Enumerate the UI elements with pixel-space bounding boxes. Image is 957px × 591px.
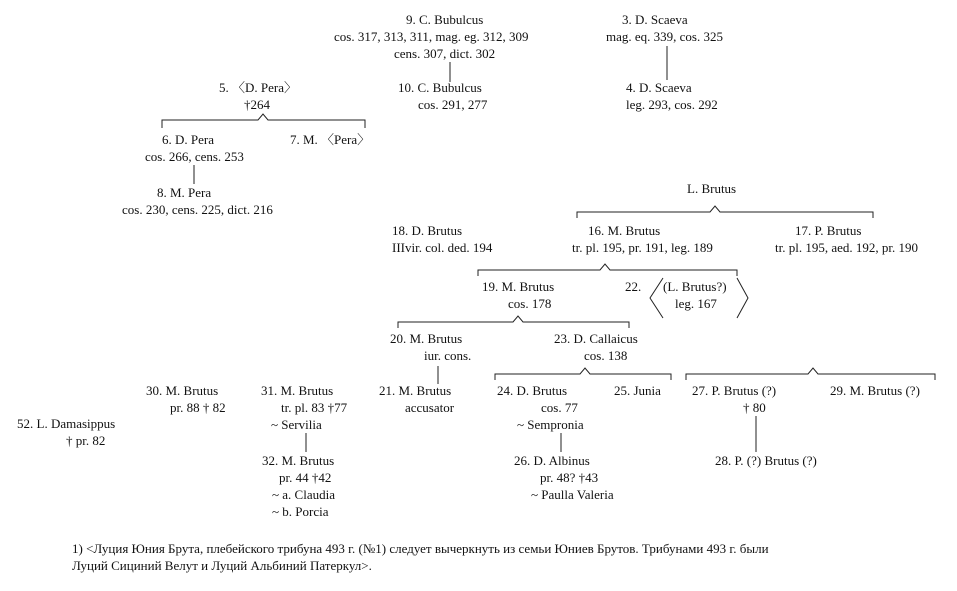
person-26-offices: pr. 48? †43 <box>540 470 599 485</box>
person-27-death: † 80 <box>743 400 766 415</box>
person-26-name: 26. D. Albinus <box>514 453 590 468</box>
person-26-d-albinus <box>514 452 644 506</box>
person-17-name: 17. P. Brutus <box>795 223 862 238</box>
person-31-offices: tr. pl. 83 †77 <box>281 400 348 415</box>
person-21-m-brutus <box>379 382 479 418</box>
person-4-name: 4. D. Scaeva <box>626 80 692 95</box>
person-16-offices: tr. pl. 195, pr. 191, leg. 189 <box>572 240 713 255</box>
person-18-d-brutus <box>392 222 522 258</box>
person-3-offices: mag. eq. 339, cos. 325 <box>606 29 723 44</box>
person-29-name: 29. M. Brutus (?) <box>830 383 920 398</box>
person-24-d-brutus <box>497 382 607 436</box>
person-24-offices: cos. 77 <box>541 400 578 415</box>
person-31-m-brutus <box>261 382 381 436</box>
person-20-offices: iur. cons. <box>424 348 472 363</box>
person-22-number: 22. <box>625 279 642 294</box>
brace-19-children <box>398 316 629 328</box>
person-9-offices: cos. 317, 313, 311, mag. eg. 312, 309 <box>334 29 529 44</box>
person-16-m-brutus <box>572 222 752 258</box>
brace-23-children <box>495 368 671 380</box>
person-32-spouse-b: ~ b. Porcia <box>272 504 329 519</box>
brace-27-29 <box>686 368 935 380</box>
person-8-offices: cos. 230, cens. 225, dict. 216 <box>122 202 273 217</box>
person-10-name: 10. C. Bubulcus <box>398 80 482 95</box>
person-20-m-brutus <box>390 330 490 366</box>
person-16-name: 16. M. Brutus <box>588 223 661 238</box>
person-26-spouse: ~ Paulla Valeria <box>531 487 614 502</box>
person-9-c-bubulcus <box>334 11 574 65</box>
person-4-offices: leg. 293, cos. 292 <box>626 97 718 112</box>
person-27-name: 27. P. Brutus (?) <box>692 383 777 398</box>
footnote-line-1: 1) <Луция Юния Брута, плебейского трибуна 493 г. (№1) следует вычеркнуть из семьи Юниев Брутов. Трибунами 493 г. были <box>72 541 769 556</box>
person-52-name: 52. L. Damasippus <box>17 416 116 431</box>
person-22-name: (L. Brutus?) <box>663 279 727 294</box>
person-24-name: 24. D. Brutus <box>497 383 568 398</box>
person-30-name: 30. M. Brutus <box>146 383 219 398</box>
person-9-offices-2: cens. 307, dict. 302 <box>394 46 496 61</box>
person-22-offices: leg. 167 <box>675 296 717 311</box>
person-28-name: 28. P. (?) Brutus (?) <box>715 453 817 468</box>
person-8-name: 8. M. Pera <box>157 185 212 200</box>
person-9-name: 9. C. Bubulcus <box>406 12 484 27</box>
person-52-l-damasippus <box>17 415 147 451</box>
person-5-death: †264 <box>244 97 270 112</box>
person-6-offices: cos. 266, cens. 253 <box>145 149 244 164</box>
person-18-name: 18. D. Brutus <box>392 223 463 238</box>
person-25-name: 25. Junia <box>614 383 661 398</box>
person-19-name: 19. M. Brutus <box>482 279 555 294</box>
brace-lbrutus-children <box>577 206 873 218</box>
person-19-m-brutus <box>482 278 582 314</box>
person-10-offices: cos. 291, 277 <box>418 97 488 112</box>
person-17-offices: tr. pl. 195, aed. 192, pr. 190 <box>775 240 918 255</box>
person-8-m-pera <box>122 184 312 220</box>
person-4-d-scaeva <box>626 79 746 115</box>
person-3-d-scaeva <box>606 11 756 47</box>
person-28-p-brutus <box>715 452 855 470</box>
person-21-name: 21. M. Brutus <box>379 383 452 398</box>
person-27-p-brutus <box>692 382 812 418</box>
person-17-p-brutus <box>775 222 953 258</box>
person-7-name: 7. M. 〈Pera〉 <box>290 132 371 147</box>
person-6-name: 6. D. Pera <box>162 132 214 147</box>
person-23-offices: cos. 138 <box>584 348 628 363</box>
person-32-name: 32. M. Brutus <box>262 453 335 468</box>
person-30-m-brutus <box>146 382 256 418</box>
person-10-c-bubulcus <box>398 79 518 115</box>
person-25-junia <box>614 382 684 400</box>
person-29-m-brutus <box>830 382 950 400</box>
person-32-spouse-a: ~ a. Claudia <box>272 487 335 502</box>
person-5-name: 5. 〈D. Pera〉 <box>219 80 297 95</box>
person-23-name: 23. D. Callaicus <box>554 331 638 346</box>
footnote-line-2: Луций Сициний Велут и Луций Альбиний Патеркул>. <box>72 558 372 573</box>
person-22-l-brutus <box>625 278 745 314</box>
person-21-offices: accusator <box>405 400 455 415</box>
footnote <box>72 540 932 574</box>
person-3-name: 3. D. Scaeva <box>622 12 688 27</box>
person-6-d-pera <box>145 131 275 167</box>
person-l-brutus-name: L. Brutus <box>687 181 737 196</box>
brace-5-children <box>162 114 365 128</box>
person-19-offices: cos. 178 <box>508 296 552 311</box>
person-5-d-pera <box>219 79 309 115</box>
person-31-name: 31. M. Brutus <box>261 383 334 398</box>
person-32-m-brutus <box>262 452 372 524</box>
person-l-brutus <box>687 180 757 198</box>
person-7-m-pera <box>290 131 380 149</box>
person-24-spouse: ~ Sempronia <box>517 417 584 432</box>
person-20-name: 20. M. Brutus <box>390 331 463 346</box>
person-32-offices: pr. 44 †42 <box>279 470 332 485</box>
person-18-offices: IIIvir. col. ded. 194 <box>392 240 493 255</box>
brace-16-children <box>478 264 737 276</box>
person-52-death: † pr. 82 <box>66 433 106 448</box>
person-23-d-callaicus <box>554 330 664 366</box>
person-30-offices: pr. 88 † 82 <box>170 400 226 415</box>
person-31-spouse: ~ Servilia <box>271 417 322 432</box>
